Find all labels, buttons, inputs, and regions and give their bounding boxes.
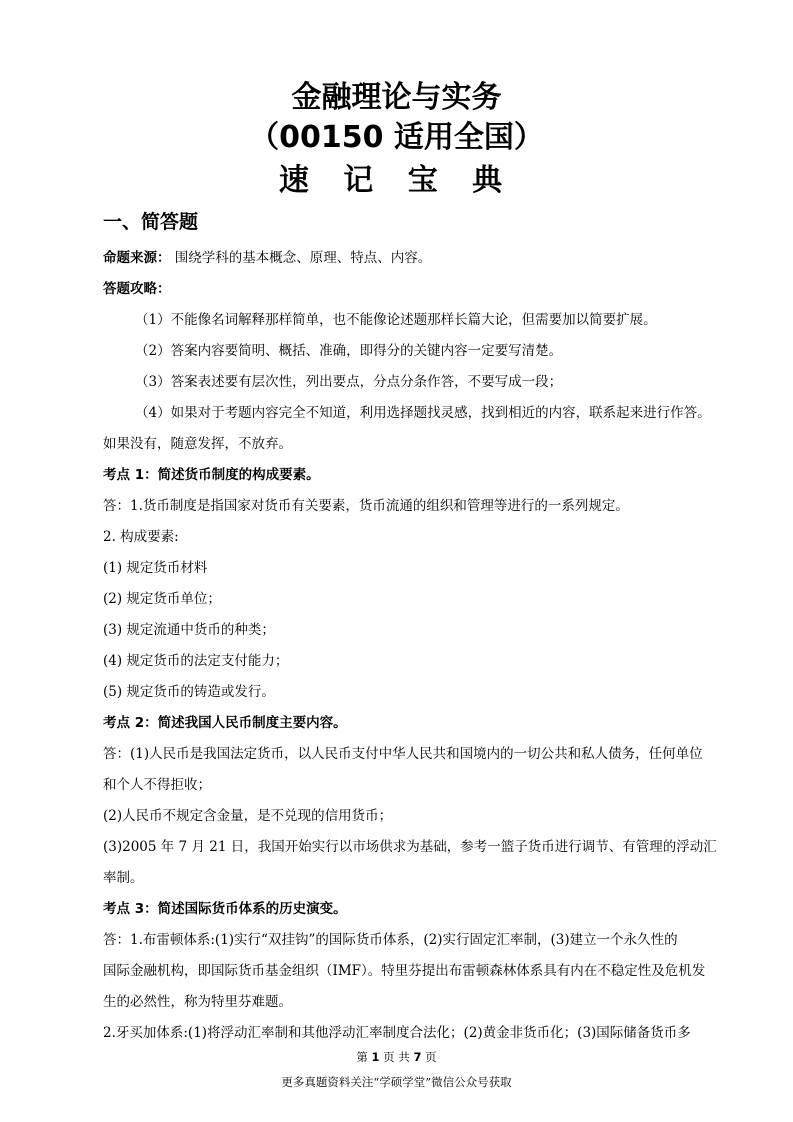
answer-line: 和个人不得拒收；: [103, 777, 211, 793]
answer-line: 答：(1)人民币是我国法定货币，以人民币支付中华人民共和国境内的一切公共和私人债务，任何单位: [103, 746, 703, 762]
answer-line: (3) 规定流通中货币的种类；: [103, 622, 275, 638]
point-title: 考点 1：简述货币制度的构成要素。: [103, 467, 320, 483]
source-line: [103, 248, 723, 268]
strategy-item: （2）答案内容要简明、概括、准确，即得分的关键内容一定要写清楚。: [135, 343, 563, 359]
strategy-item: （3）答案表述要有层次性，列出要点，分点分条作答，不要写成一段；: [135, 374, 563, 390]
answer-line: 率制。: [103, 870, 144, 886]
answer-line: (3)2005 年 7 月 21 日，我国开始实行以市场供求为基础，参考一篮子货币进行调节、有管理的浮动汇: [103, 839, 717, 855]
answer-line: 2.牙买加体系:(1)将浮动汇率制和其他浮动汇率制度合法化；(2)黄金非货币化；(3)国际储备货币多: [103, 1025, 691, 1041]
answer-line: (2)人民币不规定含金量，是不兑现的信用货币；: [103, 808, 393, 824]
document-title: 金融理论与实务: [291, 80, 502, 115]
answer-line: 答：1.货币制度是指国家对货币有关要素，货币流通的组织和管理等进行的一系列规定。: [103, 498, 629, 514]
page-number: 第 1 页 共 7 页: [356, 1050, 437, 1064]
source-label: 命题来源：: [103, 250, 171, 266]
point-title: 考点 3：简述国际货币体系的历史演变。: [103, 901, 347, 917]
page-current: 1: [371, 1050, 380, 1064]
strategy-item: （1）不能像名词解释那样简单，也不能像论述题那样长篇大论，但需要加以简要扩展。: [135, 312, 657, 328]
answer-line: 2. 构成要素:: [103, 529, 179, 545]
page-total: 7: [413, 1050, 422, 1064]
answer-line: 生的必然性，称为特里芬难题。: [103, 994, 292, 1010]
answer-line: (2) 规定货币单位；: [103, 591, 221, 607]
strategy-label: 答题攻略：: [103, 281, 171, 297]
strategy-tail: 如果没有，随意发挥，不放弃。: [103, 436, 292, 452]
strategy-item: （4）如果对于考题内容完全不知道，利用选择题找灵感，找到相近的内容，联系起来进行作答。: [135, 405, 711, 421]
answer-line: (5) 规定货币的铸造或发行。: [103, 684, 275, 700]
answer-line: 国际金融机构，即国际货币基金组织（IMF）。特里芬提出布雷顿森林体系具有内在不稳定性及危机发: [103, 963, 706, 979]
footer-note: 更多真题资料关注“学硕学堂”微信公众号获取: [281, 1075, 512, 1089]
document-subtitle: （00150 适用全国）: [249, 120, 544, 155]
answer-line: 答：1.布雷顿体系:(1)实行“双挂钩”的国际货币体系，(2)实行固定汇率制，(3)建立一个永久性的: [103, 932, 678, 948]
section-title: 一、简答题: [103, 211, 199, 233]
source-text: 围绕学科的基本概念、原理、特点、内容。: [174, 250, 432, 266]
answer-line: (4) 规定货币的法定支付能力；: [103, 653, 289, 669]
answer-line: (1) 规定货币材料: [103, 560, 208, 576]
point-title: 考点 2：简述我国人民币制度主要内容。: [103, 715, 347, 731]
document-heading: 速 记 宝 典: [278, 163, 515, 198]
